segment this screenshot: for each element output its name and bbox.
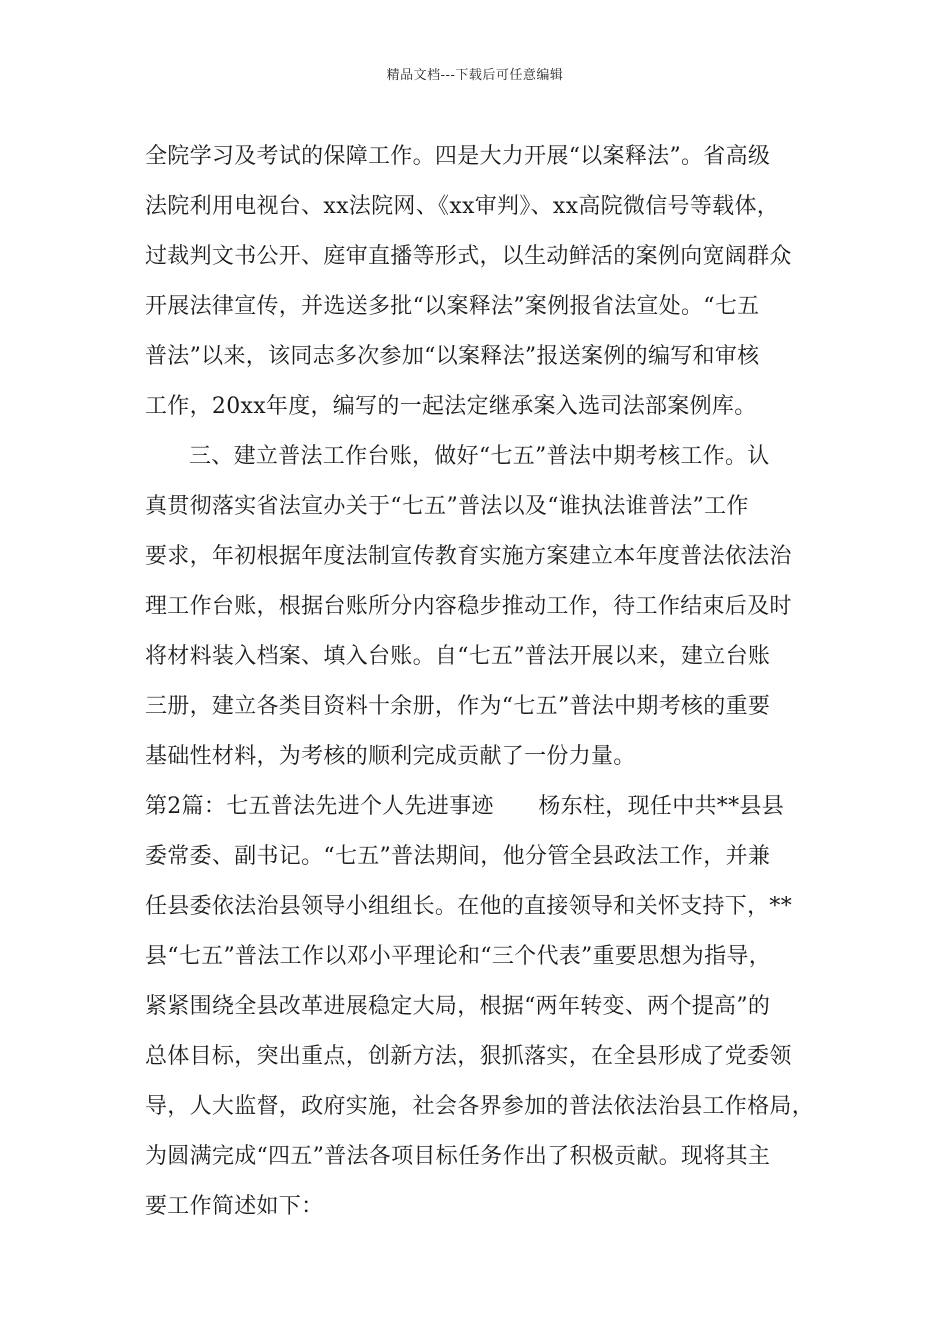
text-line: 将材料装入档案、填入台账。自“七五”普法开展以来，建立台账	[145, 644, 771, 669]
text-line: 要求，年初根据年度法制宣传教育实施方案建立本年度普法依法治	[145, 544, 792, 569]
text-line: 任县委依法治县领导小组组长。在他的直接领导和关怀支持下，**	[145, 894, 793, 919]
text-line: 理工作台账，根据台账所分内容稳步推动工作，待工作结束后及时	[145, 594, 792, 619]
text-line: 紧紧围绕全县改革进展稳定大局，根据“两年转变、两个提高”的	[145, 994, 771, 1019]
text-line: 全院学习及考试的保障工作。四是大力开展“以案释法”。省高级	[145, 144, 771, 169]
article-title-line: 第2篇：七五普法先进个人先进事迹 杨东柱，现任中共**县县	[145, 794, 784, 819]
document-body	[145, 132, 825, 1232]
text-line: 为圆满完成“四五”普法各项目标任务作出了积极贡献。现将其主	[145, 1144, 771, 1169]
text-line: 县“七五”普法工作以邓小平理论和“三个代表”重要思想为指导，	[145, 944, 771, 969]
text-line: 要工作简述如下：	[145, 1194, 324, 1219]
text-line: 三册，建立各类目资料十余册，作为“七五”普法中期考核的重要	[145, 694, 771, 719]
section-heading-line: 三、建立普法工作台账，做好“七五”普法中期考核工作。认	[189, 444, 770, 469]
text-line: 普法”以来，该同志多次参加“以案释法”报送案例的编写和审核	[145, 344, 760, 369]
text-line: 导，人大监督，政府实施，社会各界参加的普法依法治县工作格局，	[145, 1094, 815, 1119]
page-header: 精品文档---下载后可任意编辑	[386, 68, 564, 83]
text-line: 工作，20xx年度，编写的一起法定继承案入选司法部案例库。	[145, 394, 757, 419]
text-line: 过裁判文书公开、庭审直播等形式，以生动鲜活的案例向宽阔群众	[145, 244, 792, 269]
text-line: 开展法律宣传，并选送多批“以案释法”案例报省法宣处。“七五	[145, 294, 760, 319]
text-line: 基础性材料，为考核的顺利完成贡献了一份力量。	[145, 744, 636, 769]
text-line: 法院利用电视台、xx法院网、《xx审判》、xx高院微信号等载体，	[145, 194, 780, 219]
text-line: 委常委、副书记。“七五”普法期间，他分管全县政法工作，并兼	[145, 844, 771, 869]
text-line: 真贯彻落实省法宣办关于“七五”普法以及“谁执法谁普法”工作	[145, 494, 749, 519]
text-line: 总体目标，突出重点，创新方法，狠抓落实，在全县形成了党委领	[145, 1044, 792, 1069]
